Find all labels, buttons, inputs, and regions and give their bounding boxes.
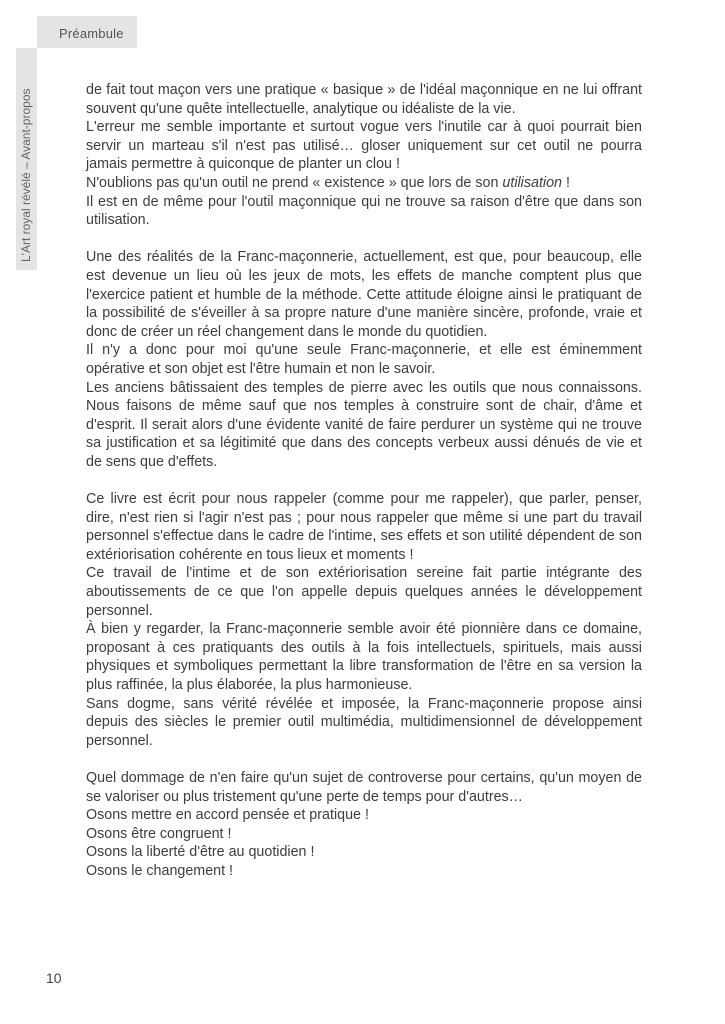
paragraph: Ce travail de l'intime et de son extériorisation sereine fait partie intégrante des aboutissements de ce que l'on appelle depuis quelques années le développement personnel. (86, 565, 642, 619)
running-title-wrap (16, 48, 37, 270)
paragraph: Quel dommage de n'en faire qu'un sujet de controverse pour certains, qu'un moyen de se valoriser ou plus tristement qu'une perte de temps pour d'autres… (86, 769, 642, 805)
section-title: Préambule (59, 26, 124, 41)
paragraph: Osons la liberté d'être au quotidien ! (86, 844, 315, 861)
paragraph: Sans dogme, sans vérité révélée et imposée, la Franc-maçonnerie propose ainsi depuis des siècles le premier outil multimédia, multidimensionnel de développement personnel. (86, 695, 642, 749)
paragraph: Osons le changement ! (86, 862, 234, 879)
paragraph: Les anciens bâtissaient des temples de pierre avec les outils que nous connaissons. Nous faisons de même sauf que nos temples à construire sont de chair, d'âme et d'esprit. Il serait alors d'une évidente vanité de faire perdurer un système qui ne trouve sa justification et sa légitimité que dans des concepts verbeux aussi dénués de vie et de sens que d'effets. (86, 379, 642, 470)
paragraph: Ce livre est écrit pour nous rappeler (comme pour me rappeler), que parler, penser, dire, n'est rien si l'agir n'est pas ; pour nous rappeler que même si une part du travail personnel s'effectue dans le cadre de l'intime, ses effets et son utilité dépendent de son extériorisation cohérente en tous lieux et moments ! (86, 491, 642, 563)
paragraph: Il n'y a donc pour moi qu'une seule Franc-maçonnerie, et elle est éminemment opérative et son objet est l'être humain et non le savoir. (86, 342, 642, 377)
paragraph: Osons être congruent ! (86, 825, 232, 842)
paragraph-spacer (86, 230, 642, 249)
body-text (86, 81, 642, 881)
emphasis: utilisation (502, 174, 562, 191)
running-title: L'Art royal révélé – Avant-propos (19, 88, 33, 262)
paragraph: Osons mettre en accord pensée et pratique ! (86, 807, 369, 824)
paragraph (86, 174, 642, 193)
page-number: 10 (46, 970, 62, 986)
paragraph: Une des réalités de la Franc-maçonnerie, actuellement, est que, pour beaucoup, elle est devenue un lieu où les jeux de mots, les effets de manche comptent plus que l'exercice patient et humble de la méthode. Cette attitude éloigne ainsi le pratiquant de la possibilité de s'éveiller à sa propre nature d'une manière sincère, profonde, vraie et donc de créer un réel changement dans le monde du quotidien. (86, 249, 642, 340)
paragraph-spacer (86, 750, 642, 769)
paragraph: L'erreur me semble importante et surtout vogue vers l'inutile car à quoi pourrait bien servir un marteau s'il n'est pas utilisé… gloser uniquement sur cet outil ne pourra jamais permettre à quiconque de planter un clou ! (86, 119, 642, 173)
paragraph: de fait tout maçon vers une pratique « basique » de l'idéal maçonnique en ne lui offrant souvent qu'une quête intellectuelle, analytique ou idéaliste de la vie. (86, 82, 642, 117)
section-header-tab (37, 16, 137, 48)
paragraph-spacer (86, 471, 642, 490)
paragraph: Il est en de même pour l'outil maçonnique qui ne trouve sa raison d'être que dans son utilisation. (86, 193, 642, 229)
text-run: ! (562, 174, 570, 191)
text-run: N'oublions pas qu'un outil ne prend « existence » que lors de son (86, 174, 503, 191)
paragraph: À bien y regarder, la Franc-maçonnerie semble avoir été pionnière dans ce domaine, proposant à ces pratiquants des outils à la fois intellectuels, spirituels, mais aussi physiques et symboliques permettant la libre transformation de l'être en sa version la plus raffinée, la plus élaborée, la plus harmonieuse. (86, 621, 642, 693)
